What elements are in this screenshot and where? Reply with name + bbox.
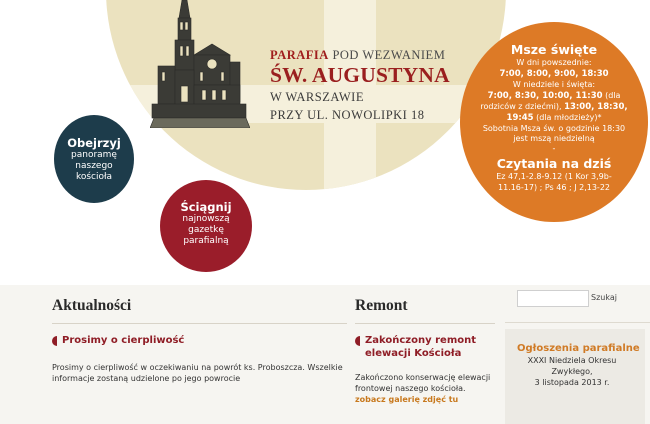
panorama-link-line3: kościoła (75, 172, 113, 182)
parish-saint-name: ŚW. AUGUSTYNA (270, 63, 450, 87)
news-divider (52, 323, 347, 324)
mass-times-circle (460, 22, 648, 222)
parish-city: W WARSZAWIE (270, 90, 364, 104)
bullet-half-circle-icon (355, 336, 360, 346)
readings-line2: 11.16-17) ; Ps 46 ; J 2,13-22 (497, 182, 610, 192)
announcements-line3: 3 listopada 2013 r. (534, 378, 610, 387)
search-button[interactable]: Szukaj (591, 293, 617, 302)
weekdays-label: W dni powszednie: (516, 58, 592, 67)
separator-dash: - (552, 144, 556, 154)
parish-label: PARAFIA (270, 48, 329, 62)
bullet-half-circle-icon (52, 336, 57, 346)
sundays-note-b: rodziców z dziećmi), (480, 101, 565, 111)
announcements-heading: Ogłoszenia parafialne (517, 343, 640, 354)
saturday-note-line1: Sobotnia Msza św. o godzinie 18:30 (482, 123, 626, 133)
renovation-post-body (355, 372, 495, 405)
announcements-line1: XXXI Niedziela Okresu (527, 356, 617, 365)
church-engraving-icon (150, 0, 250, 128)
gazette-link-line3: parafialną (183, 236, 229, 246)
panorama-link-line2: naszego (75, 161, 113, 171)
parish-title (270, 48, 450, 123)
announcements-line2: Zwykłego, (551, 367, 593, 376)
renovation-post-title-text: Zakończony remont elewacji Kościoła (365, 335, 477, 359)
sundays-label: W niedziele i święta: (512, 79, 596, 89)
sidebar-divider (505, 322, 650, 323)
news-post-title-text: Prosimy o cierpliwość (62, 335, 185, 346)
sundays-times-line1 (468, 91, 640, 102)
renovation-section (355, 297, 495, 405)
parish-dedication: POD WEZWANIEM (328, 48, 446, 62)
gazette-link-line1: najnowszą (182, 214, 230, 224)
panorama-link-circle[interactable] (54, 115, 134, 203)
search-input[interactable] (517, 290, 589, 307)
mass-times-heading: Msze święte (510, 42, 598, 57)
announcements-box[interactable] (505, 329, 645, 424)
sundays-times-line2 (468, 102, 640, 113)
panorama-link-title: Obejrzyj (67, 136, 121, 150)
gazette-link-line2: gazetkę (188, 225, 224, 235)
sundays-times-b: 13:00, 18:30, (564, 101, 628, 112)
parish-title-line1 (270, 48, 450, 63)
gazette-link-title: Ściągnij (180, 200, 232, 214)
sundays-times-line3 (468, 113, 640, 124)
sundays-times-c: 19:45 (506, 112, 534, 123)
search-form (505, 290, 650, 310)
news-post-body: Prosimy o cierpliwość w oczekiwaniu na powrót ks. Proboszcza. Wszelkie informacje zostaną udzielone po jego powrocie (52, 363, 343, 383)
gazette-download-circle[interactable] (160, 180, 252, 272)
news-section (52, 297, 347, 384)
renovation-section-title: Remont (355, 297, 408, 314)
news-post-title[interactable] (52, 334, 347, 347)
sundays-note-a: (dla (602, 90, 621, 100)
sundays-times-a: 7:00, 8:30, 10:00, 11:30 (487, 90, 603, 101)
saturday-note-line2: jest mszą niedzielną (513, 134, 595, 144)
panorama-link-line1: panoramę (71, 150, 117, 160)
parish-address: PRZY UL. NOWOLIPKI 18 (270, 108, 425, 122)
gallery-link[interactable]: zobacz galerię zdjęć tu (355, 395, 459, 404)
weekdays-times: 7:00, 8:00, 9:00, 18:30 (499, 68, 609, 79)
readings-line1: Ez 47,1-2.8-9.12 (1 Kor 3,9b- (496, 172, 612, 182)
renovation-divider (355, 323, 495, 324)
renovation-post-title[interactable] (355, 334, 495, 360)
sundays-note-c: (dla młodzieży)* (533, 112, 602, 122)
readings-heading: Czytania na dziś (496, 156, 612, 172)
news-section-title: Aktualności (52, 297, 132, 314)
renovation-post-text: Zakończono konserwację elewacji frontowej naszego kościoła. (355, 373, 491, 393)
